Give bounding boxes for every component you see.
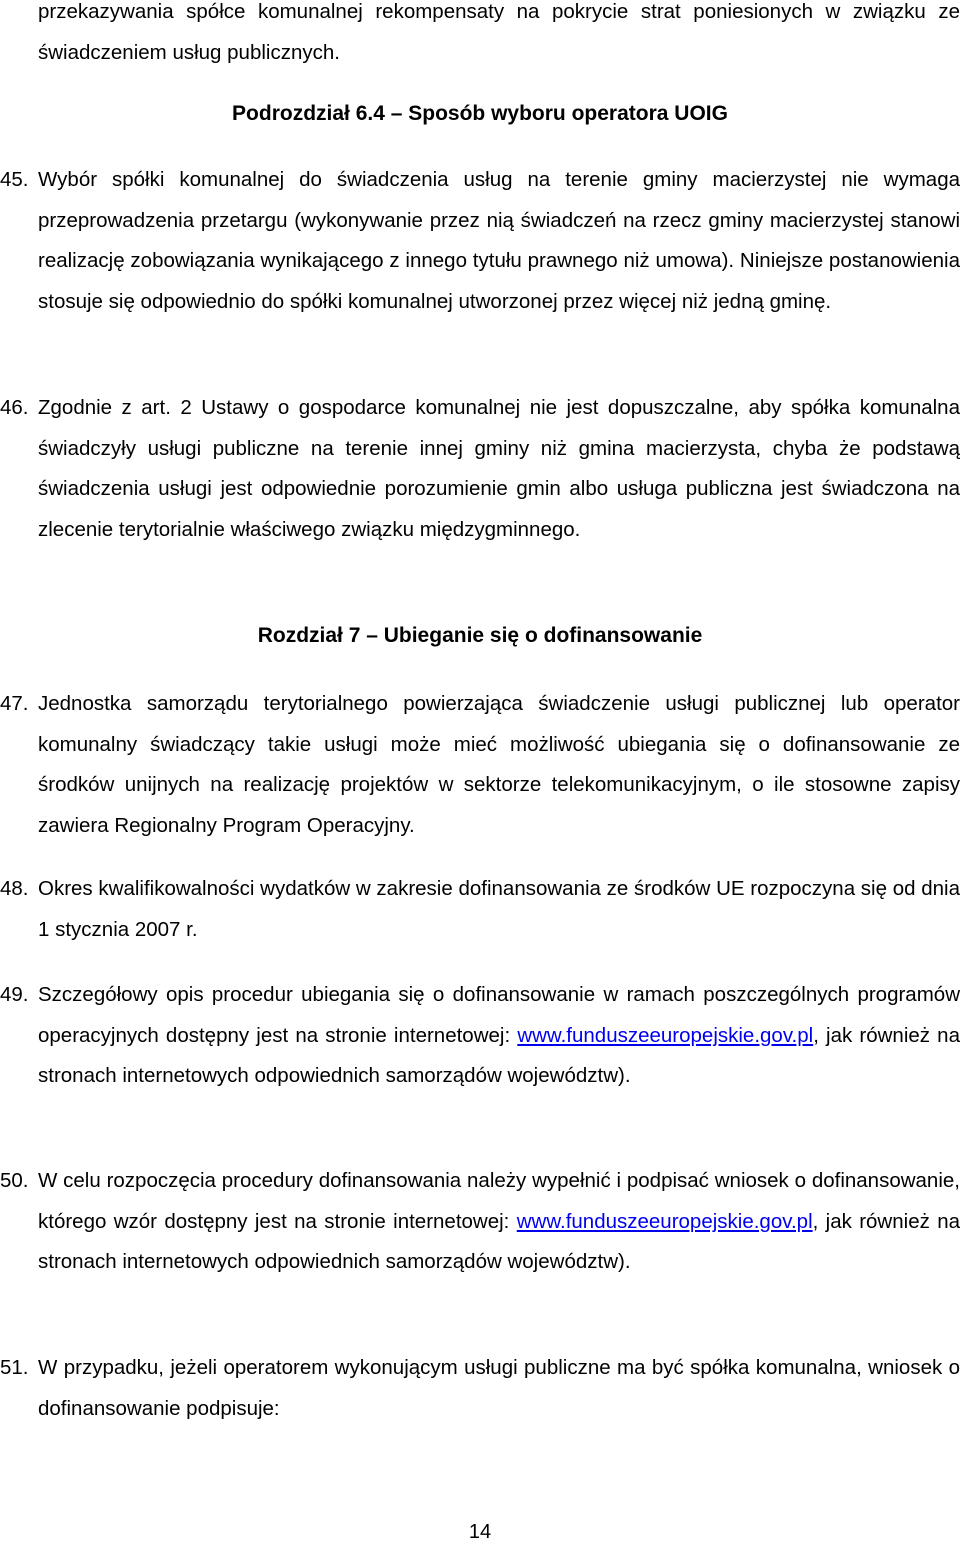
item-number: 47. [0, 692, 29, 715]
item-text-after: , jak również na stronach internetowych odpowiednich samorządów województw). [38, 1023, 960, 1087]
item-text: Zgodnie z art. 2 Ustawy o gospodarce komunalnej nie jest dopuszczalne, aby spółka komunalna świadczyły usługi publiczne na terenie innej gminy niż gmina macierzysta, chyba że podstawą świadczenia usługi jest odpowiednie porozumienie gmin albo usługa publiczna jest świadczona na zlecenie terytorialnie właściwego związku międzygminnego. [38, 396, 960, 541]
item-text: W przypadku, jeżeli operatorem wykonującym usługi publiczne ma być spółka komunalna, wniosek o dofinansowanie podpisuje: [38, 1356, 960, 1420]
list-item-46 [0, 388, 960, 550]
list-item-49 [0, 975, 960, 1097]
item-number: 49. [0, 983, 29, 1006]
list-item-45 [0, 160, 960, 322]
list-item-51 [0, 1348, 960, 1429]
list-item-47 [0, 684, 960, 846]
subsection-heading: Podrozdział 6.4 – Sposób wyboru operatora UOIG [232, 102, 728, 125]
page-number: 14 [468, 1521, 492, 1543]
list-item-48 [0, 869, 960, 950]
item-text-before: W celu rozpoczęcia procedury dofinansowania należy wypełnić i podpisać wniosek o dofinansowanie, którego wzór dostępny jest na stronie internetowej: [38, 1169, 960, 1233]
intro-text: przekazywania spółce komunalnej rekompensaty na pokrycie strat poniesionych w związku ze świadczeniem usług publicznych. [38, 0, 960, 64]
list-item-50 [0, 1161, 960, 1283]
item-text-after: , jak również na stronach internetowych odpowiednich samorządów województw). [38, 1209, 960, 1273]
item-number: 48. [0, 877, 29, 900]
item-number: 51. [0, 1356, 29, 1379]
item-text: Jednostka samorządu terytorialnego powierzająca świadczenie usługi publicznej lub operator komunalny świadczący takie usługi może mieć możliwość ubiegania się o dofinansowanie ze środków unijnych na realizację projektów w sektorze telekomunikacyjnym, o ile stosowne zapisy zawiera Regionalny Program Operacyjny. [38, 692, 960, 837]
item-number: 50. [0, 1169, 29, 1192]
chapter-heading: Rozdział 7 – Ubieganie się o dofinansowanie [257, 624, 703, 647]
item-number: 45. [0, 168, 29, 191]
funds-website-link[interactable]: www.funduszeeuropejskie.gov.pl [516, 1209, 813, 1233]
funds-website-link[interactable]: www.funduszeeuropejskie.gov.pl [517, 1023, 814, 1047]
item-text: Wybór spółki komunalnej do świadczenia usług na terenie gminy macierzystej nie wymaga przeprowadzenia przetargu (wykonywanie przez nią świadczeń na rzecz gminy macierzystej stanowi realizację zobowiązania wynikającego z innego tytułu prawnego niż umowa). Niniejsze postanowienia stosuje się odpowiednio do spółki komunalnej utworzonej przez więcej niż jedną gminę. [38, 168, 960, 313]
item-text: Okres kwalifikowalności wydatków w zakresie dofinansowania ze środków UE rozpoczyna się od dnia 1 stycznia 2007 r. [38, 877, 960, 941]
intro-paragraph [38, 0, 960, 73]
item-number: 46. [0, 396, 29, 419]
item-text-before: Szczegółowy opis procedur ubiegania się o dofinansowanie w ramach poszczególnych programów operacyjnych dostępny jest na stronie internetowej: [38, 983, 960, 1047]
